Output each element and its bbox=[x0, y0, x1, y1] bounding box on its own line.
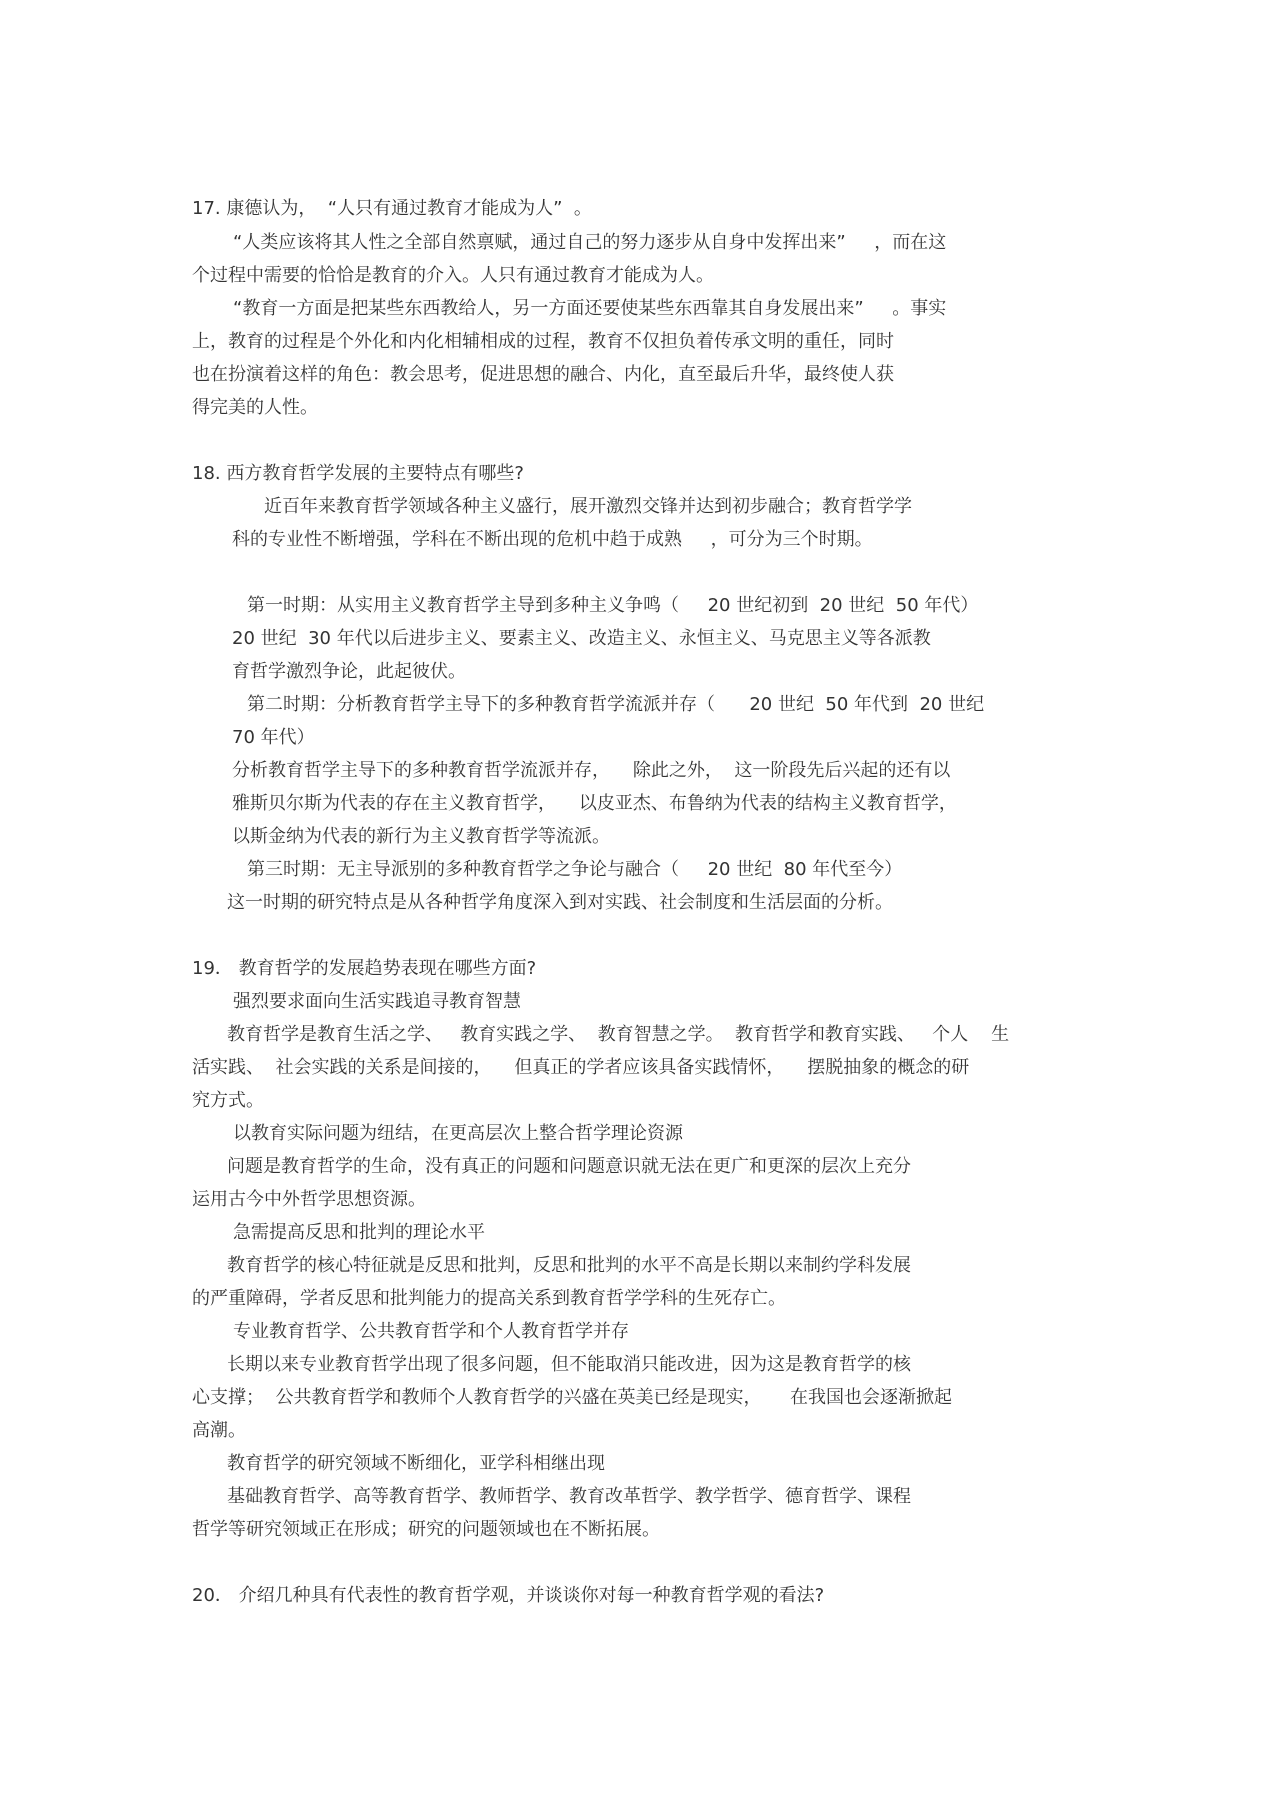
text-line: 育哲学激烈争论，此起彼伏。 bbox=[232, 661, 466, 682]
text-line: 活实践、 社会实践的关系是间接的， 但真正的学者应该具备实践情怀， 摆脱抽象的概念的研 bbox=[192, 1057, 970, 1078]
text-line: 雅斯贝尔斯为代表的存在主义教育哲学， 以皮亚杰、布鲁纳为代表的结构主义教育哲学， bbox=[232, 793, 957, 814]
trend-heading: 急需提高反思和批判的理论水平 bbox=[233, 1222, 485, 1243]
text-line: 这一时期的研究特点是从各种哲学角度深入到对实践、社会制度和生活层面的分析。 bbox=[227, 892, 893, 913]
text-line: 问题是教育哲学的生命，没有真正的问题和问题意识就无法在更广和更深的层次上充分 bbox=[227, 1156, 911, 1177]
text-line: 的严重障碍，学者反思和批判能力的提高关系到教育哲学学科的生死存亡。 bbox=[192, 1288, 786, 1309]
period-heading: 第一时期：从实用主义教育哲学主导到多种主义争鸣（ 20 世纪初到 20 世纪 50 年代） bbox=[247, 595, 979, 616]
text-line: 20 世纪 30 年代以后进步主义、要素主义、改造主义、永恒主义、马克思主义等各派教 bbox=[232, 628, 931, 649]
trend-heading: 教育哲学的研究领域不断细化，亚学科相继出现 bbox=[227, 1453, 605, 1474]
trend-heading: 以教育实际问题为纽结，在更高层次上整合哲学理论资源 bbox=[233, 1123, 683, 1144]
text-line: “教育一方面是把某些东西教给人，另一方面还要使某些东西靠其自身发展出来” 。事实 bbox=[233, 298, 947, 319]
text-line: 近百年来教育哲学领域各种主义盛行，展开激烈交锋并达到初步融合；教育哲学学 bbox=[264, 496, 912, 517]
text-line: 也在扮演着这样的角色：教会思考，促进思想的融合、内化，直至最后升华，最终使人获 bbox=[192, 364, 894, 385]
question-18-title: 18. 西方教育哲学发展的主要特点有哪些? bbox=[192, 463, 524, 484]
period-heading: 第二时期：分析教育哲学主导下的多种教育哲学流派并存（ 20 世纪 50 年代到 20 世纪 bbox=[247, 694, 985, 715]
trend-heading: 强烈要求面向生活实践追寻教育智慧 bbox=[233, 991, 521, 1012]
text-line: 上，教育的过程是个外化和内化相辅相成的过程，教育不仅担负着传承文明的重任，同时 bbox=[192, 331, 894, 352]
text-line: 基础教育哲学、高等教育哲学、教师哲学、教育改革哲学、教学哲学、德育哲学、课程 bbox=[227, 1486, 911, 1507]
text-line: 科的专业性不断增强，学科在不断出现的危机中趋于成熟 ，可分为三个时期。 bbox=[232, 529, 873, 550]
text-line: 分析教育哲学主导下的多种教育哲学流派并存， 除此之外， 这一阶段先后兴起的还有以 bbox=[232, 760, 951, 781]
text-line: 哲学等研究领域正在形成；研究的问题领域也在不断拓展。 bbox=[192, 1519, 660, 1540]
text-line: 以斯金纳为代表的新行为主义教育哲学等流派。 bbox=[232, 826, 610, 847]
text-line: 心支撑； 公共教育哲学和教师个人教育哲学的兴盛在英美已经是现实， 在我国也会逐渐掀起 bbox=[192, 1387, 953, 1408]
text-line: 长期以来专业教育哲学出现了很多问题，但不能取消只能改进，因为这是教育哲学的核 bbox=[227, 1354, 911, 1375]
text-line: 教育哲学是教育生活之学、 教育实践之学、 教育智慧之学。 教育哲学和教育实践、 个人 生 bbox=[227, 1024, 1010, 1045]
text-line: “人类应该将其人性之全部自然禀赋，通过自己的努力逐步从自身中发挥出来” ，而在这 bbox=[233, 232, 947, 253]
period-heading: 第三时期：无主导派别的多种教育哲学之争论与融合（ 20 世纪 80 年代至今） bbox=[247, 859, 903, 880]
text-line: 究方式。 bbox=[192, 1090, 264, 1111]
text-line: 得完美的人性。 bbox=[192, 397, 318, 418]
question-19-title: 19． 教育哲学的发展趋势表现在哪些方面? bbox=[192, 958, 537, 979]
text-line: 教育哲学的核心特征就是反思和批判，反思和批判的水平不高是长期以来制约学科发展 bbox=[227, 1255, 911, 1276]
question-20-title: 20． 介绍几种具有代表性的教育哲学观，并谈谈你对每一种教育哲学观的看法? bbox=[192, 1585, 825, 1606]
text-line: 运用古今中外哲学思想资源。 bbox=[192, 1189, 426, 1210]
text-line: 70 年代） bbox=[232, 727, 315, 748]
question-17-title: 17. 康德认为， “人只有通过教育才能成为人” 。 bbox=[192, 198, 592, 219]
trend-heading: 专业教育哲学、公共教育哲学和个人教育哲学并存 bbox=[233, 1321, 629, 1342]
text-line: 高潮。 bbox=[192, 1420, 246, 1441]
text-line: 个过程中需要的恰恰是教育的介入。人只有通过教育才能成为人。 bbox=[192, 265, 714, 286]
